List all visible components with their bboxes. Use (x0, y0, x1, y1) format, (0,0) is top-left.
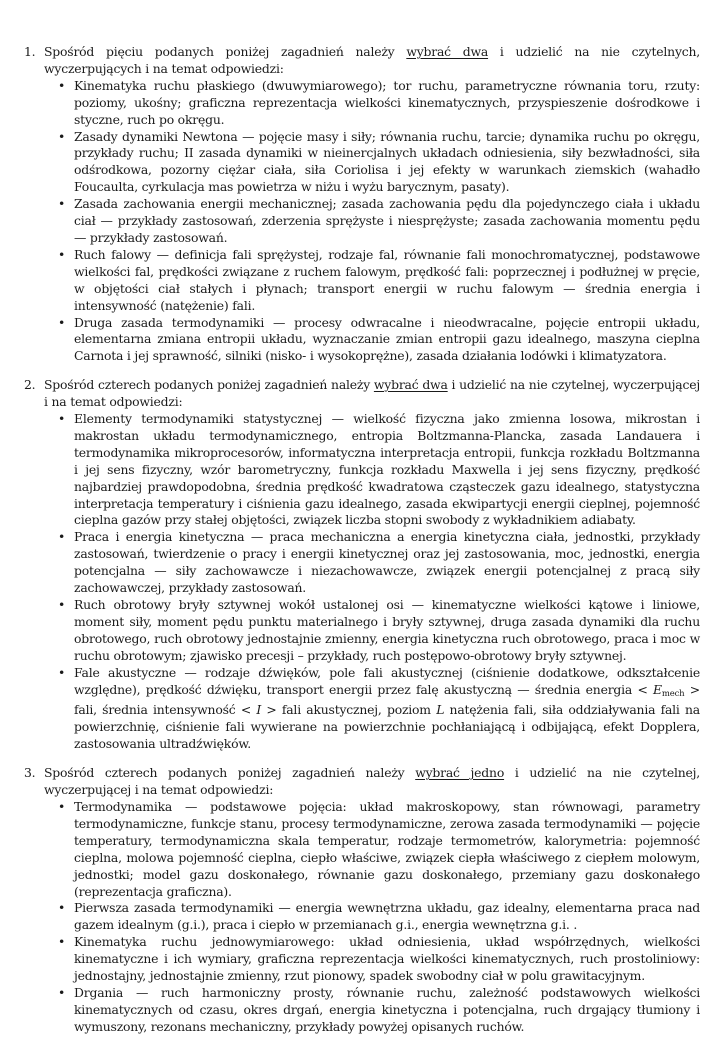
topic-item (58, 900, 700, 934)
topic-text: Ruch obrotowy bryły sztywnej wokół ustalonej osi — kinematyczne wielkości kątowe i liniowe, moment siły, moment pędu punktu materialnego i bryły sztywnej, druga zasada dynamiki dla ruchu obrotowego, ruch obrotowy jednostajnie zmienny, energia kinetyczna ruch obrotowego, praca i moc w ruchu obrotowym; zjawisko precesji – przykłady, ruch postępowo-obrotowy bryły sztywnej. (74, 597, 700, 663)
question-intro (44, 765, 700, 799)
intro-text: i udzielić na nie czytelnej, wyczerpującej i na temat odpowiedzi: (44, 765, 701, 798)
bullet-icon: • (58, 196, 66, 212)
topic-text: Kinematyka ruchu płaskiego (dwuwymiarowego); tor ruchu, parametryczne równania toru, rzuty: poziomy, ukośny; graficzna reprezentacja wielkości kinematycznych, przyspieszenie dośrodkowe i styczne, ruch po okręgu. (74, 77, 700, 127)
topic-text: Zasada zachowania energii mechanicznej; zasada zachowania pędu dla pojedynczego ciała i układu ciał — przykłady zastosowań, zderzenia sprężyste i niesprężyste; zasada zachowania momentu pędu — przykłady zastosowań. (74, 196, 700, 245)
topic-text: natężenia fali, siła oddziaływania fali na powierzchnię, ciśnienie fali wywierane na powierzchnie pochłaniającą i odbijającą, efekt Dopplera, zastosowania ultradźwięków. (74, 702, 700, 752)
topic-text: Termodynamika — podstawowe pojęcia: układ makroskopowy, stan równowagi, parametry termodynamiczne, funkcje stanu, procesy termodynamiczne, zerowa zasada termodynamiki — pojęcie temperatury, termodynamiczna skala temperatur, rodzaje termometrów, kalorymetria: pojemność cieplna, molowa pojemność cieplna, ciepło właściwe, związek ciepła właściwego z ciepłem molowym, jednostki; model gazu doskonałego, równanie gazu doskonałego, przemiany gazu doskonałego (reprezentacja graficzna). (74, 798, 700, 899)
bullet-icon: • (58, 664, 66, 680)
intro-text: i udzielić na nie czytelnych, wyczerpujących i na temat odpowiedzi: (44, 44, 700, 76)
question-number: 3. (24, 765, 36, 781)
topic-text: Ruch falowy — definicja fali sprężystej, rodzaje fal, równanie fali monochromatycznej, podstawowe wielkości fal, prędkości związane z ruchem falowym, prędkość fali: poprzecznej i podłużnej w pręcie, w objętości ciał stałych i płynach; transport energii w ruchu falowym — średnia energia i intensywność (natężenie) fali. (74, 246, 700, 313)
exam-document (24, 44, 700, 1048)
topic-text: Kinematyka ruchu jednowymiarowego: układ odniesienia, układ współrzędnych, wielkości kinematyczne i ich wymiary, graficzna reprezentacja wielkości kinematycznych, ruch prostoliniowy: jednostajny, jednostajnie zmienny, rzut pionowy, spadek swobodny ciał w polu grawitacyjnym. (74, 934, 700, 984)
bullet-icon: • (58, 77, 66, 93)
math-variable: I (256, 702, 262, 718)
question-1 (24, 44, 700, 365)
bullet-icon: • (58, 314, 66, 330)
question-2 (24, 377, 700, 753)
intro-text: Spośród pięciu podanych poniżej zagadnień należy (44, 44, 407, 59)
question-intro (44, 377, 700, 411)
bullet-icon: • (58, 798, 66, 814)
topic-item (58, 78, 700, 129)
intro-text: Spośród czterech podanych poniżej zagadnień należy (44, 377, 374, 393)
topic-text: Druga zasada termodynamiki — procesy odwracalne i nieodwracalne, pojęcie entropii układu, elementarna zmiana entropii układu, wyznaczanie zmian entropii gazu idealnego, maszyna cieplna Carnota i jej sprawność, silniki (nisko- i wysokoprężne), zasada działania lodówki i klimatyzatora. (74, 314, 700, 364)
topic-text: Fale akustyczne — rodzaje dźwięków, pole fali akustycznej (ciśnienie dodatkowe, odkształcenie względne), prędkość dźwięku, transport energii przez falę akustyczną — średnia energia < (74, 664, 700, 697)
intro-text: i udzielić na nie czytelnej, wyczerpującej i na temat odpowiedzi: (44, 377, 700, 410)
question-intro (44, 44, 700, 78)
math-subscript: mech (661, 688, 685, 699)
intro-text: Spośród czterech podanych poniżej zagadnień należy (44, 765, 416, 781)
topic-item (58, 247, 700, 315)
topic-text: Pierwsza zasada termodynamiki — energia wewnętrzna układu, gaz idealny, elementarna praca nad gazem idealnym (g.i.), praca i ciepło w przemianach g.i., energia wewnętrzna g.i. . (74, 900, 700, 933)
math-variable: L (436, 702, 445, 718)
topic-list (44, 411, 700, 753)
topic-text: Praca i energia kinetyczna — praca mechaniczna a energia kinetyczna ciała, jednostki, przykłady zastosowań, twierdzenie o pracy i energii kinetycznej oraz jej zastosowania, moc, jednostki, energia potencjalna — siły zachowawcze i niezachowawcze, związek energii potencjalnej z pracą siły zachowawczej, przykłady zastosowań. (74, 529, 700, 596)
bullet-icon: • (58, 411, 66, 427)
question-body (44, 377, 700, 753)
question-3 (24, 765, 700, 1036)
topic-item (58, 597, 700, 665)
topic-text: Elementy termodynamiki statystycznej — wielkość fizyczna jako zmienna losowa, mikrostan i makrostan układu termodynamicznego, entropia Boltzmanna-Plancka, zasada Landauera i termodynamika mikroprocesorów, informatyczna interpretacja entropii, funkcja rozkładu Boltzmanna i jej sens fizyczny, wzór barometryczny, funkcja rozkładu Maxwella i jej sens fizyczny, prędkość najbardziej prawdopodobna, średnia prędkość kwadratowa cząsteczek gazu idealnego, statystyczna interpretacja temperatury i ciśnienia gazu idealnego, zasada ekwipartycji energii cieplnej, pojemność cieplna gazów przy stałej objętości, związek liczba stopni swobody z wykładnikiem adiabaty. (74, 411, 700, 528)
question-body (44, 44, 700, 365)
bullet-icon: • (58, 246, 66, 262)
topic-text: Zasady dynamiki Newtona — pojęcie masy i siły; równania ruchu, tarcie; dynamika ruchu po okręgu, przykłady ruchu; II zasada dynamiki w nieinercjalnych układach odniesienia, siły bezwładności, siła odśrodkowa, pozorny ciężar ciała, siła Coriolisa i jej efekty w warunkach ziemskich (wahadło Foucaulta, cyrkulacja mas powietrza w niżu i wyżu barycznym, pasaty). (74, 128, 700, 195)
math-variable: E (653, 681, 662, 697)
intro-emphasis: wybrać dwa (373, 377, 448, 393)
topic-item (58, 985, 700, 1036)
topic-text: Drgania — ruch harmoniczny prosty, równanie ruchu, zależność podstawowych wielkości kinematycznych od czasu, okres drgań, energia kinetyczna i potencjalna, ruch drgający tłumiony i wymuszony, rezonans mechaniczny, przykłady powyżej opisanych ruchów. (74, 984, 700, 1034)
topic-item (58, 411, 700, 529)
topic-text: > fali, średnia intensywność < (74, 681, 700, 718)
topic-item (58, 799, 700, 900)
topic-item (58, 665, 700, 754)
bullet-icon: • (58, 934, 66, 950)
topic-text: > fali akustycznej, poziom (261, 702, 437, 718)
bullet-icon: • (58, 984, 66, 1000)
topic-list (44, 799, 700, 1036)
topic-item (58, 529, 700, 597)
bullet-icon: • (58, 128, 66, 144)
topic-item (58, 196, 700, 247)
topic-list (44, 78, 700, 365)
bullet-icon: • (58, 597, 66, 612)
bullet-icon: • (58, 900, 66, 916)
question-number: 1. (24, 44, 36, 59)
topic-item (58, 129, 700, 197)
question-body (44, 765, 700, 1036)
question-number: 2. (24, 377, 36, 393)
intro-emphasis: wybrać jedno (415, 765, 505, 781)
bullet-icon: • (58, 529, 66, 545)
topic-item (58, 315, 700, 366)
topic-item (58, 934, 700, 985)
intro-emphasis: wybrać dwa (406, 44, 489, 59)
